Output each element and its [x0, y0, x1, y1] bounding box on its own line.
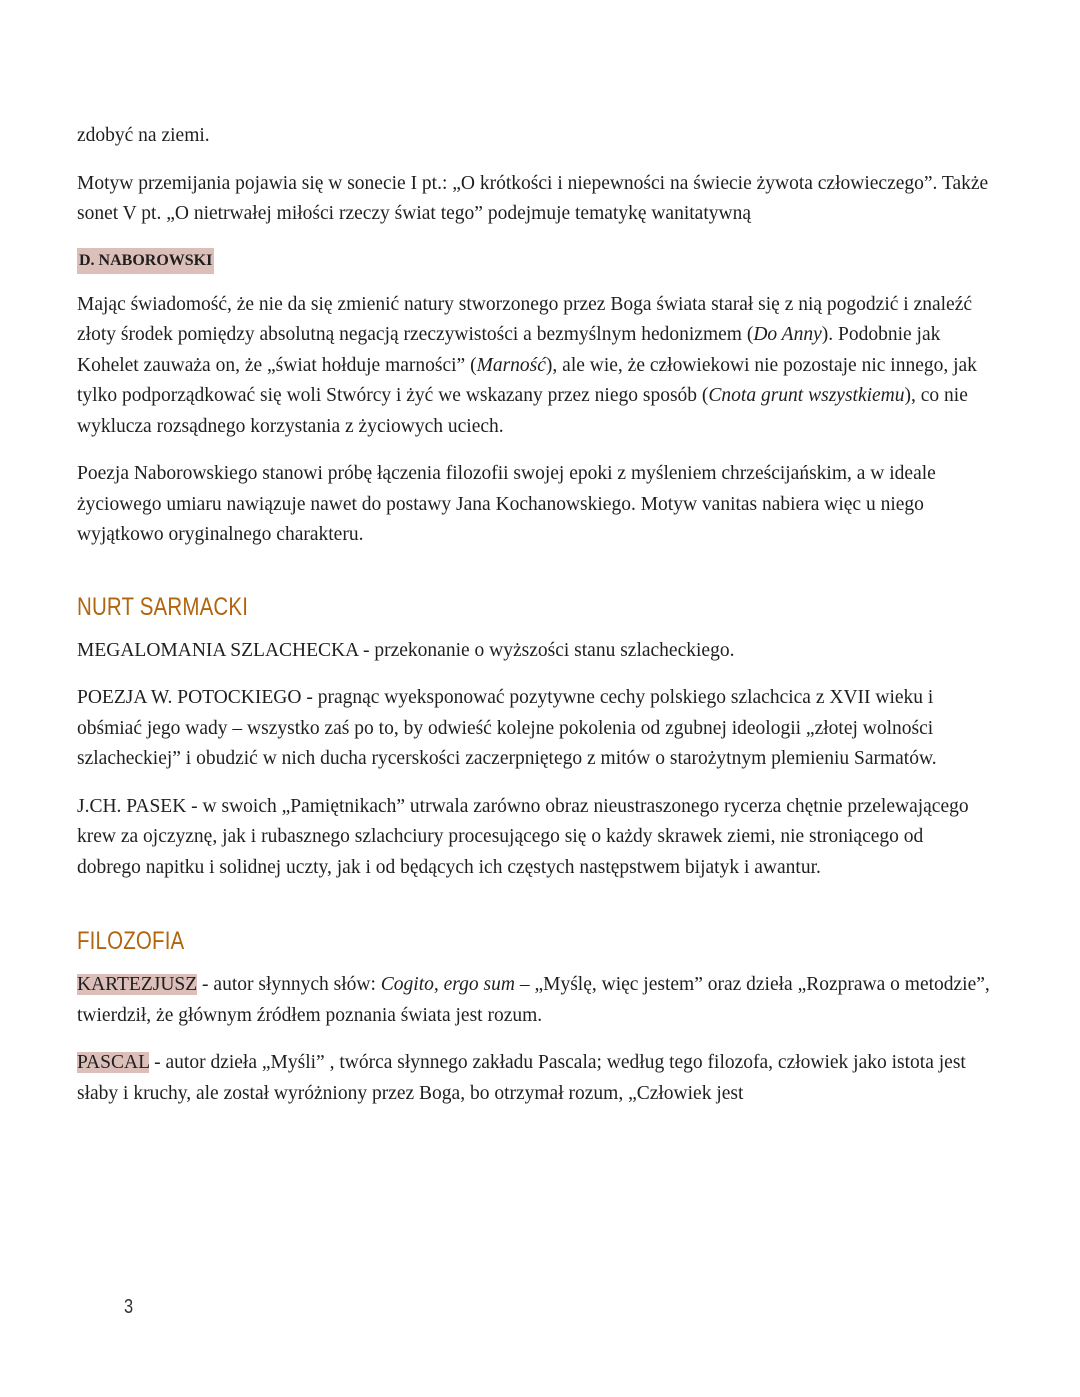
paragraph-motyw: Motyw przemijania pojawia się w sonecie I pt.: „O krótkości i niepewności na świecie żywota człowieczego”. Także sonet V pt. „O nietrwałej miłości rzeczy świat tego” podejmuje tematykę wanitatywną [77, 172, 989, 224]
title-cnota: Cnota grunt wszystkiemu [708, 385, 905, 406]
kartezjusz-label: KARTEZJUSZ [77, 974, 198, 995]
cogito-quote: Cogito, ergo sum [380, 974, 515, 995]
text-run: - autor dzieła „Myśli” , twórca słynnego zakładu Pascala; według tego filozofa, człowiek jako istota jest słaby i kruchy, ale został wyróżniony przez Boga, bo otrzymał rozum, „Człowiek jest [77, 1052, 966, 1104]
text-run: ). Podobnie jak Kohelet zauważa on, że „świat hołduje marności” ( [77, 324, 941, 376]
text-run: ), ale wie, że człowiekowi nie pozostaje nic innego, jak tylko podporządkować się woli Stwórcy i żyć we wskazany przez niego sposób ( [77, 354, 977, 406]
text-run: Mając świadomość, że nie da się zmienić natury stworzonego przez Boga świata starał się z nią pogodzić i znaleźć złoty środek pomiędzy absolutną negacją rzeczywistości a bezmyślnym hedonizmem ( [77, 293, 973, 345]
naborowski-label: D. NABOROWSKI [77, 248, 214, 274]
heading-nurt-sarmacki: NURT SARMACKI [77, 592, 249, 621]
heading-filozofia: FILOZOFIA [77, 927, 185, 955]
paragraph-pasek: J.CH. PASEK - w swoich „Pamiętnikach” utrwala zarówno obraz nieustraszonego rycerza chętnie przelewającego krew za ojczyznę, jak i rubasznego szlachciury procesującego się o każdy skrawek ziemi, nie stroniącego od dobrego napitku i solidnej uczty, jak i od będących ich częstych następstwem bijatyk i awantur. [77, 795, 969, 878]
paragraph-continuation: zdobyć na ziemi. [77, 125, 210, 146]
paragraph-kartezjusz [77, 970, 992, 1031]
page-content [77, 121, 992, 1109]
title-marnosc: Marność [476, 354, 546, 376]
paragraph-naborowski-2: Poezja Naborowskiego stanowi próbę łączenia filozofii swojej epoki z myśleniem chrześcijańskim, a w ideale życiowego umiaru nawiązuje nawet do postawy Jana Kochanowskiego. Motyw vanitas nabiera więc u niego wyjątkowo oryginalnego charakteru. [77, 463, 936, 545]
text-run: ), co nie wyklucza rozsądnego korzystania z życiowych uciech. [77, 385, 968, 437]
text-run: – „Myślę, więc jestem” oraz dzieła „Rozprawa o metodzie”, twierdził, że głównym źródłem poznania świata jest rozum. [77, 974, 990, 1026]
title-do-anny: Do Anny [753, 324, 822, 345]
pascal-label: PASCAL [77, 1052, 150, 1073]
paragraph-potocki: POEZJA W. POTOCKIEGO - pragnąc wyeksponować pozytywne cechy polskiego szlachcica z XVII wieku i obśmiać jego wady – wszystko zaś po to, by odwieść kolejne pokolenia od zgubnej ideologii „złotej wolności szlacheckiej” i obudzić w nich ducha rycerskości zaczerpniętego z mitów o starożytnym plemieniu Sarmatów. [77, 687, 937, 769]
text-run: - autor słynnych słów: [197, 974, 381, 995]
paragraph-pascal [77, 1048, 992, 1109]
paragraph-megalomania: MEGALOMANIA SZLACHECKA - przekonanie o wyższości stanu szlacheckiego. [77, 639, 735, 661]
page-number: 3 [124, 1296, 134, 1318]
paragraph-naborowski-1 [77, 290, 992, 443]
